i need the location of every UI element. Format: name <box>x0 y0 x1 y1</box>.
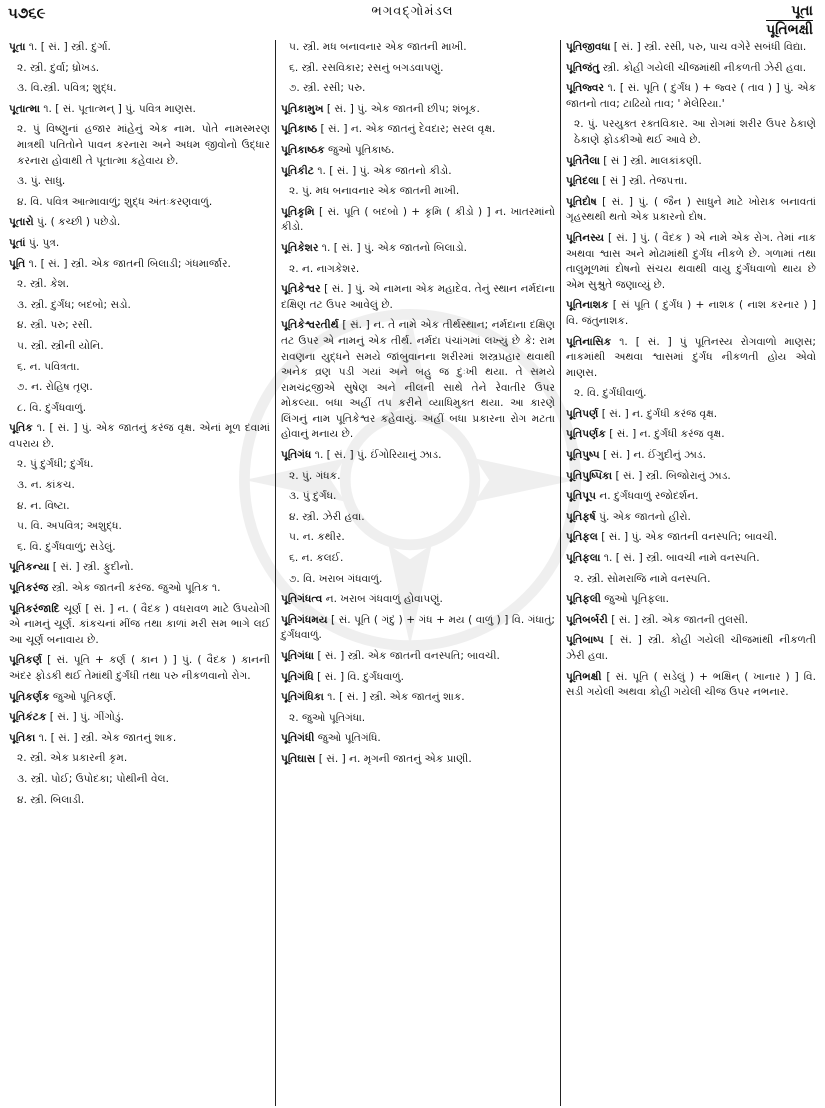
dictionary-entry: ૬. સ્ત્રી. રસવિકાર; રસનું બગડવાપણું. <box>289 61 444 74</box>
dictionary-entry: પૂતિગંધિકા ૧. [ સં. ] સ્ત્રી. એક જાતનું શાક. <box>281 691 465 704</box>
dictionary-entry: પૂતિકર્ણક જુઓ પૂતિકર્ણ. <box>9 690 117 703</box>
dictionary-entry: ૨. પું દુર્ગંધી; દુર્ગંધ. <box>17 458 94 471</box>
dictionary-entry: પૂતિપર્ણક [ સં. ] ન. દુર્ગંધી કરંજ વૃક્ષ. <box>566 428 725 441</box>
dictionary-entry: પૂતિભક્ષી [ સં. પૂતિ ( સડેલું ) + ભક્ષિન્ ( ખાનાર ) ] વિ. સડી ગયેલી અથવા કોહી ગયેલી ચીજ ઉપર નભનાર. <box>566 670 816 699</box>
dictionary-entry: પૂતિકાષ્ઠ [ સં. ] ન. એક જાતનું દેવદાર; સરલ વૃક્ષ. <box>281 123 496 136</box>
dictionary-entry: ૨. પું. ગંધક. <box>289 469 341 482</box>
column-right <box>561 40 821 1106</box>
dictionary-entry: પૂતા ૧. [ સં. ] સ્ત્રી. દુર્ગા. <box>9 41 111 53</box>
dictionary-entry: પૂતિપર્ણ [ સં. ] ન. દુર્ગંધી કરંજ વૃક્ષ. <box>566 407 718 420</box>
dictionary-entry: પૂતિતૈલા [ સં ] સ્ત્રી. માલકાંકણી. <box>566 154 702 167</box>
dictionary-entry: ૩. પું દુર્ગંધ. <box>289 490 337 503</box>
dictionary-entry: પૂતિપુષ્પ [ સં. ] ન. ઈંગુદીનું ઝાડ. <box>566 449 706 462</box>
dictionary-entry: પૂતિનાસિક ૧. [ સં. ] પું પૂતિનસ્ય રોગવાળો માણસ; નાકમાંથી અથવા શ્વાસમાં દુર્ગંધ નીકળતી હોય એવો માણસ. <box>566 335 816 379</box>
dictionary-entry: પૂતિબર્બરી [ સં. ] સ્ત્રી. એક જાતની તુલસી. <box>566 613 749 626</box>
dictionary-entry: પૂતારો પું. ( કચ્છી ) પછેડો. <box>9 216 121 229</box>
dictionary-entry: પૂતિકૃમિ [ સં. પૂતિ ( બદબો ) + કૃમિ ( કીડો ) ] ન. ખાતરમાંનો કીડો. <box>281 205 555 234</box>
dictionary-entry: ૫. સ્ત્રી. સ્ત્રીની યોનિ. <box>17 339 104 352</box>
dictionary-entry: પૂતિકા ૧. [ સં. ] સ્ત્રી. એક જાતનું શાક. <box>9 731 177 744</box>
dictionary-entry: પૂતિકરંજ સ્ત્રી. એક જાતની કરંજ. જુઓ પૂતિક ૧. <box>9 582 221 595</box>
dictionary-entry: પૂતિદોષ [ સં. ] પું. ( જૈન ) સાધુને માટે ખોરાક બનાવતાં ગૃહસ્થથી થતો એક પ્રકારનો દોષ. <box>566 195 816 224</box>
dictionary-entry: ૨. જુઓ પૂતિગંધા. <box>289 711 366 724</box>
dictionary-entry: ૮. વિ. દુર્ગંધવાળું. <box>17 401 87 414</box>
dictionary-entry: ૩. સ્ત્રી. પોઈ; ઉપોદકા; પોથીની વેલ. <box>17 772 170 785</box>
dictionary-entry: ૬. ન. પવિત્રતા. <box>17 360 80 373</box>
dictionary-entry: ૨. સ્ત્રી. દુર્વા; ધ્રોખડ. <box>17 61 100 74</box>
dictionary-entry: પૂતિકીટ ૧. [ સં. ] પું. એક જાતનો કીડો. <box>281 164 452 177</box>
dictionary-entry: પૂતિપુષ્પિકા [ સં. ] સ્ત્રી. બિજોરાનું ઝાડ. <box>566 469 731 482</box>
dictionary-entry: ૫. સ્ત્રી. મધ બનાવનાર એક જાતની માખી. <box>289 41 467 53</box>
dictionary-entry: પૂતિપૂપ ન. દુર્ગંધવાળું રજોદર્શન. <box>566 490 699 503</box>
dictionary-entry: ૨. પું વિષ્ણુનાં હજાર માંહેનું એક નામ. પોતે નામસ્મરણ માત્રથી પતિતોને પાવન કરનારા અને અધમ જીવોનો ઉદ્ધાર કરનારા હોવાથી તે પૂતાત્મા કહેવાય છે. <box>17 123 270 167</box>
dictionary-entry: ૨. ન. નાગકેશર. <box>289 262 360 275</box>
dictionary-entry: પૂતિક ૧. [ સં. ] પું. એક જાતનું કરંજ વૃક્ષ. એનાં મૂળ દવામાં વપરાય છે. <box>9 422 270 450</box>
dictionary-entry: પૂતાત્મા ૧. [ સં. પૂતાત્મન્ ] પું. પવિત્ર માણસ. <box>9 102 196 115</box>
column-left <box>4 40 276 1106</box>
dictionary-entry: પૂતિકેશ્વર [ સં. ] પું. એ નામના એક મહાદેવ. તેનું સ્થાન નર્મદાના દક્ષિણ તટ ઉપર આવેલું છે. <box>281 283 555 311</box>
dictionary-entry: ૨. સ્ત્રી. એક પ્રકારની કૃમ. <box>17 752 128 765</box>
dictionary-entry: પૂતિઘાસ [ સં. ] ન. મૃગની જાતનું એક પ્રાણી. <box>281 752 472 765</box>
entry-columns <box>4 40 821 1106</box>
dictionary-entry: ૬. વિ. દુર્ગંધવાળું; સડેલું. <box>17 540 116 553</box>
dictionary-entry: ૨. વિ. દુર્ગંધીવાળું. <box>574 387 647 400</box>
dictionary-entry: પૂતિ ૧. [ સં. ] સ્ત્રી. એક જાતની બિલાડી; ગંધમાર્જાર. <box>9 257 231 270</box>
dictionary-entry: પૂતિગંધા [ સં. ] સ્ત્રી. એક જાતની વનસ્પતિ; બાવચી. <box>281 650 500 662</box>
dictionary-entry: પૂતિકેશ્વરતીર્થ [ સં. ] ન. તે નામે એક તીર્થસ્થાન; નર્મદાના દક્ષિણ તટ ઉપર એ નામનું એક તીર્થ. નર્મદા પંચાંગમાં લખ્યું છે કે: રામ રાવણના યુદ્ધને સમયે જાંબુવાનના શરીરમાં શસ્ત્રપ્રહાર થવાથી અનેક વ્રણ પડી ગયાં અને બહુ જ દુઃખી થયા. તે સમયે રામચંદ્રજીએ સુષેણ અને નીલની સાથે તેને રેવાતીર ઉપર મોકલ્યા. બધા અહીં તપ કરીને વ્યાધિમુક્ત થયા. આ કારણે લિંગનું નામ પૂતિકેશ્વર કહેવાયું. અહીં બધા પ્રકારના રોગ મટતા હોવાનું મનાય છે. <box>281 319 555 441</box>
dictionary-entry: પૂતિકરંજાદિ ચૂર્ણ [ સં. ] ન. ( વૈદક ) વધરાવળ માટે ઉપયોગી એ નામનું ચૂર્ણ. કાંકચનાં મીંજ તથા કાળાં મરી સમ ભાગે લઈ આ ચૂર્ણ બનાવાય છે. <box>9 602 270 646</box>
dictionary-entry: ૪. વિ. પવિત્ર આત્માવાળું; શુદ્ધ અંતઃકરણવાળું. <box>17 195 213 208</box>
dictionary-entry: ૨. પું. મધ બનાવનાર એક જાતની માખી. <box>289 185 460 198</box>
dictionary-entry: પૂતિગંધી જુઓ પૂતિગંધિ. <box>281 732 381 745</box>
dictionary-entry: પૂતિફલ [ સં. ] પું. એક જાતની વનસ્પતિ; બાવચી. <box>566 531 778 544</box>
dictionary-entry: પૂતિજંતુ સ્ત્રી. કોહી ગયેલી ચીજમાંથી નીકળતી ઝેરી હવા. <box>566 61 807 74</box>
dictionary-entry: પૂતિકાષ્ઠક જુઓ પૂતિકાષ્ઠ. <box>281 143 395 156</box>
column-middle <box>276 40 561 1106</box>
dictionary-entry: ૩. સ્ત્રી. દુર્ગંધ; બદબો; સડો. <box>17 298 131 311</box>
dictionary-entry: ૪. સ્ત્રી. બિલાડી. <box>17 793 85 806</box>
dictionary-entry: પૂતિબાષ્પ [ સં. ] સ્ત્રી. કોહી ગયેલી ચીજમાંથી નીકળતી ઝેરી હવા. <box>566 634 816 662</box>
dictionary-entry: ૩. ન. કાંકચ. <box>17 479 75 492</box>
dictionary-entry: ૫. વિ. અપવિત્ર; અશુદ્ધ. <box>17 520 122 533</box>
dictionary-entry: પૂતિકામુખ [ સં. ] પું. એક જાતની છીપ; શંબૂક. <box>281 102 480 115</box>
dictionary-entry: પૂતિગંધત્વ ન. ખરાબ ગંધવાળું હોવાપણું. <box>281 593 443 606</box>
dictionary-entry: ૫. ન. કથીર. <box>289 531 345 544</box>
dictionary-entry: ૪. સ્ત્રી. ઝેરી હવા. <box>289 510 365 523</box>
dictionary-entry: ૭. વિ. ખરાબ ગંધવાળું. <box>289 572 383 585</box>
dictionary-entry: પૂતિનાશક [ સં પૂતિ ( દુર્ગંધ ) + નાશક ( નાશ કરનાર ) ] વિ. જંતુનાશક. <box>566 299 816 327</box>
dictionary-entry: ૩. વિ.સ્ત્રી. પવિત્ર; શુદ્ધ. <box>17 82 117 95</box>
dictionary-entry: ૪. ન. વિષ્ટા. <box>17 499 70 512</box>
page-title: ભગવદ્ગોમંડલ <box>371 4 454 19</box>
dictionary-entry: ૨. પું. પરયુક્ત રક્તવિકાર. આ રોગમાં શરીર ઉપર ઠેકાણે ઠેકાણે ફોડકીઓ થઈ આવે છે. <box>574 118 816 146</box>
page-number: ૫૭૬૯ <box>8 4 46 22</box>
dictionary-entry: પૂતિનસ્ય [ સં. ] પું. ( વૈદક ) એ નામે એક રોગ. તેમાં નાક અથવા શ્વાસ અને મોઢામાંથી દુર્ગંધ નીકળે છે. ગળામાં તથા તાલુમૂળમાં દોષનો સંચય થવાથી વાયુ દુર્ગંધવાળો થાય છે એમ સુશ્રુતે જણાવ્યું છે. <box>566 231 816 291</box>
dictionary-entry: પૂતાં પું. પુત્ર. <box>9 236 60 249</box>
dictionary-entry: ૪. સ્ત્રી. પરુ; રસી. <box>17 319 93 332</box>
dictionary-entry: પૂતિકંટક [ સં. ] પું. ગીંગોડું. <box>9 711 125 724</box>
dictionary-entry: પૂતિકન્યા [ સં. ] સ્ત્રી. ફુદીનો. <box>9 561 134 574</box>
guide-word-last: પૂતિભક્ષી <box>766 22 813 38</box>
dictionary-entry: પૂતિદલા [ સં ] સ્ત્રી. તેજપત્તા. <box>566 175 688 188</box>
dictionary-entry: પૂતિફલી જુઓ પૂતિફલા. <box>566 593 669 606</box>
guide-words <box>766 2 813 39</box>
dictionary-entry: પૂતિજ્વર ૧. [ સં. પૂતિ ( દુર્ગંધ ) + જ્વર ( તાવ ) ] પું. એક જાતનો તાવ; ટાઢિયો તાવ; ' મેલેરિયા.' <box>566 82 816 110</box>
dictionary-entry: પૂતિકેશર ૧. [ સં. ] પું. એક જાતનો બિલાડો. <box>281 241 468 254</box>
dictionary-entry: ૭. ન. રોહિષ તૃણ. <box>17 381 93 394</box>
dictionary-entry: પૂતિગંધિ [ સં. ] વિ. દુર્ગંધવાળું. <box>281 670 405 683</box>
dictionary-entry: પૂતિકર્ણ [ સં. પૂતિ + કર્ણ ( કાન ) ] પું. ( વૈદક ) કાનની અંદર ફોડકી થઈ તેમાંથી દુર્ગંધી તથા પરુ નીકળવાનો રોગ. <box>9 654 270 682</box>
dictionary-entry: પૂતિગંધમય [ સં. પૂતિ ( ગંદું ) + ગંધ + મય ( વાળું ) ] વિ. ગંધાતું; દુર્ગંધવાળું. <box>281 613 555 642</box>
dictionary-entry: ૬. ન. કલઈ. <box>289 552 344 565</box>
dictionary-entry: ૨. સ્ત્રી. સોમરાજિ નામે વનસ્પતિ. <box>574 572 711 585</box>
dictionary-entry: પૂતિજીવધા [ સં. ] સ્ત્રી. રસી, પરુ, પાચ વગેરે સબંધી વિદ્યા. <box>566 41 807 53</box>
dictionary-entry: પૂતિફલા ૧. [ સં. ] સ્ત્રી. બાવચી નામે વનસ્પતિ. <box>566 552 760 565</box>
dictionary-entry: ૩. પું. સાધુ. <box>17 175 66 188</box>
dictionary-entry: ૭. સ્ત્રી. રસી; પરુ. <box>289 82 366 95</box>
dictionary-entry: પૂતિફર્ષ પું. એક જાતનો હીરો. <box>566 510 691 523</box>
dictionary-entry: ૨. સ્ત્રી. કેશ. <box>17 278 70 291</box>
guide-word-first: પૂતા <box>791 3 813 19</box>
dictionary-entry: પૂતિગંધ ૧. [ સં. ] પું. ઈંગોરિયાનું ઝાડ. <box>281 449 442 462</box>
